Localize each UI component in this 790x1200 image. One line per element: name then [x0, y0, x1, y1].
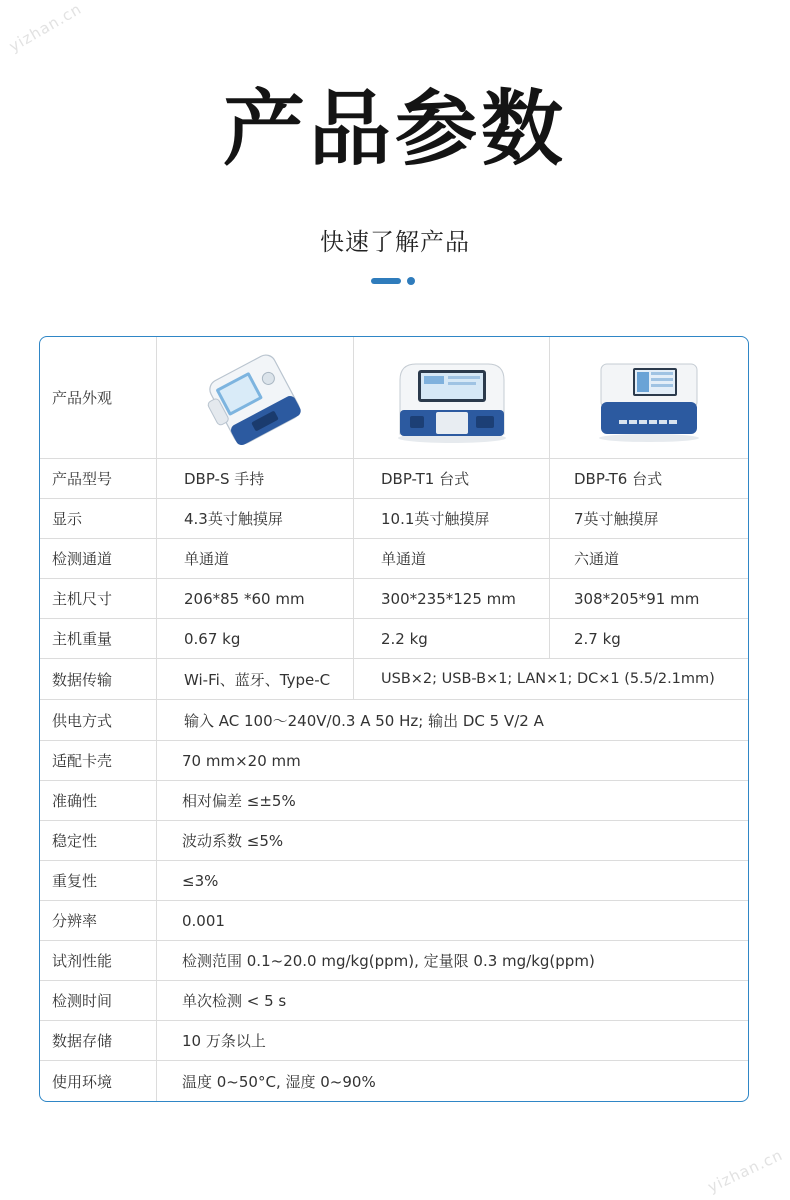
- cell-value: 2.2 kg: [353, 619, 549, 658]
- cell-value: DBP-S 手持: [184, 470, 265, 488]
- cell-value: 输入 AC 100～240V/0.3 A 50 Hz; 输出 DC 5 V/2 A: [184, 711, 544, 730]
- row-label: 适配卡壳: [40, 741, 157, 780]
- cell-value: 六通道: [549, 539, 748, 578]
- row-label: 分辨率: [40, 901, 157, 940]
- row-label: 数据传输: [40, 659, 157, 699]
- cell-value: 2.7 kg: [549, 619, 748, 658]
- table-row: [40, 1060, 748, 1101]
- table-row: [40, 820, 748, 860]
- spec-table: [39, 336, 749, 1102]
- cell-value: 300*235*125 mm: [353, 579, 549, 618]
- cell-value: 206*85 *60 mm: [184, 589, 305, 608]
- title-divider: [371, 277, 417, 285]
- cell-value: 10 万条以上: [182, 1032, 266, 1050]
- table-row: [40, 740, 748, 780]
- watermark-bottom: yizhan.cn: [705, 1145, 787, 1197]
- cell-value: 波动系数 ≤5%: [182, 832, 284, 850]
- watermark-top: yizhan.cn: [6, 0, 85, 56]
- cell-value: Wi-Fi、蓝牙、Type-C: [184, 670, 331, 689]
- table-row: [40, 538, 748, 578]
- tabletop-t1-device-icon: [388, 350, 516, 446]
- cell-value: 温度 0~50°C, 湿度 0~90%: [182, 1072, 376, 1091]
- cell-value: DBP-T1 台式: [353, 459, 549, 498]
- cell-value: 308*205*91 mm: [549, 579, 748, 618]
- row-label: 检测时间: [40, 981, 157, 1020]
- divider-bar: [371, 278, 401, 284]
- cell-value: 0.001: [182, 911, 225, 930]
- cell-value: ≤3%: [182, 871, 219, 890]
- divider-dot: [407, 277, 415, 285]
- row-label: 数据存储: [40, 1021, 157, 1060]
- cell-value: USB×2; USB-B×1; LAN×1; DC×1 (5.5/2.1mm): [353, 659, 748, 699]
- row-label: 稳定性: [40, 821, 157, 860]
- cell-value: 0.67 kg: [184, 629, 241, 648]
- page-title: 产品参数: [222, 81, 567, 177]
- product-image-handheld: [157, 337, 353, 458]
- cell-value: 10.1英寸触摸屏: [353, 499, 549, 538]
- table-row-appearance: [40, 337, 748, 458]
- cell-value: 70 mm×20 mm: [182, 751, 301, 770]
- cell-value: 相对偏差 ≤±5%: [182, 792, 296, 810]
- cell-value: 单通道: [184, 550, 230, 568]
- table-row: [40, 1020, 748, 1060]
- row-label: 供电方式: [40, 700, 157, 740]
- cell-value: DBP-T6 台式: [549, 459, 748, 498]
- cell-value: 4.3英寸触摸屏: [184, 510, 283, 528]
- table-row: [40, 699, 748, 740]
- table-row: [40, 458, 748, 498]
- table-row: [40, 940, 748, 980]
- row-label: 试剂性能: [40, 941, 157, 980]
- row-label: 重复性: [40, 861, 157, 900]
- row-label: 准确性: [40, 781, 157, 820]
- page-subtitle: 快速了解产品: [320, 228, 470, 256]
- table-row: [40, 658, 748, 699]
- cell-value: 7英寸触摸屏: [549, 499, 748, 538]
- product-image-t1: [353, 337, 549, 458]
- row-label: 使用环境: [40, 1061, 157, 1101]
- row-label: 产品型号: [40, 459, 157, 498]
- cell-value: 单次检测 < 5 s: [182, 992, 287, 1010]
- cell-value: 检测范围 0.1~20.0 mg/kg(ppm), 定量限 0.3 mg/kg(ppm): [182, 952, 595, 970]
- table-row: [40, 578, 748, 618]
- cell-value: 单通道: [353, 539, 549, 578]
- table-row: [40, 618, 748, 658]
- table-row: [40, 498, 748, 538]
- table-row: [40, 980, 748, 1020]
- table-row: [40, 860, 748, 900]
- product-image-t6: [549, 337, 748, 458]
- handheld-device-icon: [200, 350, 310, 446]
- row-label: 检测通道: [40, 539, 157, 578]
- table-row: [40, 780, 748, 820]
- tabletop-t6-device-icon: [593, 350, 705, 446]
- row-label: 主机尺寸: [40, 579, 157, 618]
- row-label: 显示: [40, 499, 157, 538]
- table-row: [40, 900, 748, 940]
- row-label: 产品外观: [40, 337, 157, 458]
- row-label: 主机重量: [40, 619, 157, 658]
